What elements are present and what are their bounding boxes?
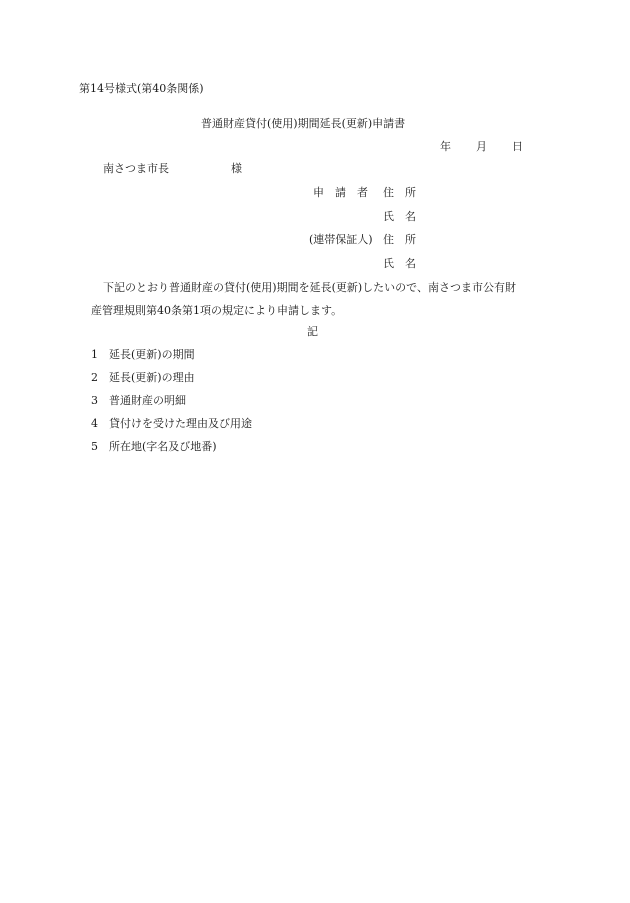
item-text: 延長(更新)の期間	[109, 348, 195, 361]
item-number: 3	[91, 394, 98, 407]
form-number: 第14号様式(第40条関係)	[79, 82, 204, 95]
date-year-label: 年	[440, 140, 451, 153]
item-number: 4	[91, 417, 98, 430]
item-text: 普通財産の明細	[109, 394, 186, 407]
applicant-name-label: 氏 名	[383, 210, 416, 223]
item-number: 5	[91, 440, 98, 453]
date-day-label: 日	[512, 140, 523, 153]
item-number: 1	[91, 348, 98, 361]
document-title: 普通財産貸付(使用)期間延長(更新)申請書	[201, 117, 406, 130]
item-number: 2	[91, 371, 98, 384]
guarantor-label: (連帯保証人)	[309, 233, 373, 246]
addressee-honorific: 様	[231, 162, 242, 175]
item-text: 所在地(字名及び地番)	[109, 440, 217, 453]
addressee-name: 南さつま市長	[103, 162, 169, 175]
body-line-2: 産管理規則第40条第1項の規定により申請します。	[91, 304, 343, 317]
item-text: 延長(更新)の理由	[109, 371, 195, 384]
ki-heading: 記	[307, 325, 318, 338]
item-text: 貸付けを受けた理由及び用途	[109, 417, 252, 430]
guarantor-address-label: 住 所	[383, 233, 416, 246]
guarantor-name-label: 氏 名	[383, 257, 416, 270]
applicant-address-label: 住 所	[383, 186, 416, 199]
applicant-label: 申 請 者	[313, 186, 368, 199]
date-month-label: 月	[476, 140, 487, 153]
body-line-1: 下記のとおり普通財産の貸付(使用)期間を延長(更新)したいので、南さつま市公有財	[103, 281, 516, 294]
